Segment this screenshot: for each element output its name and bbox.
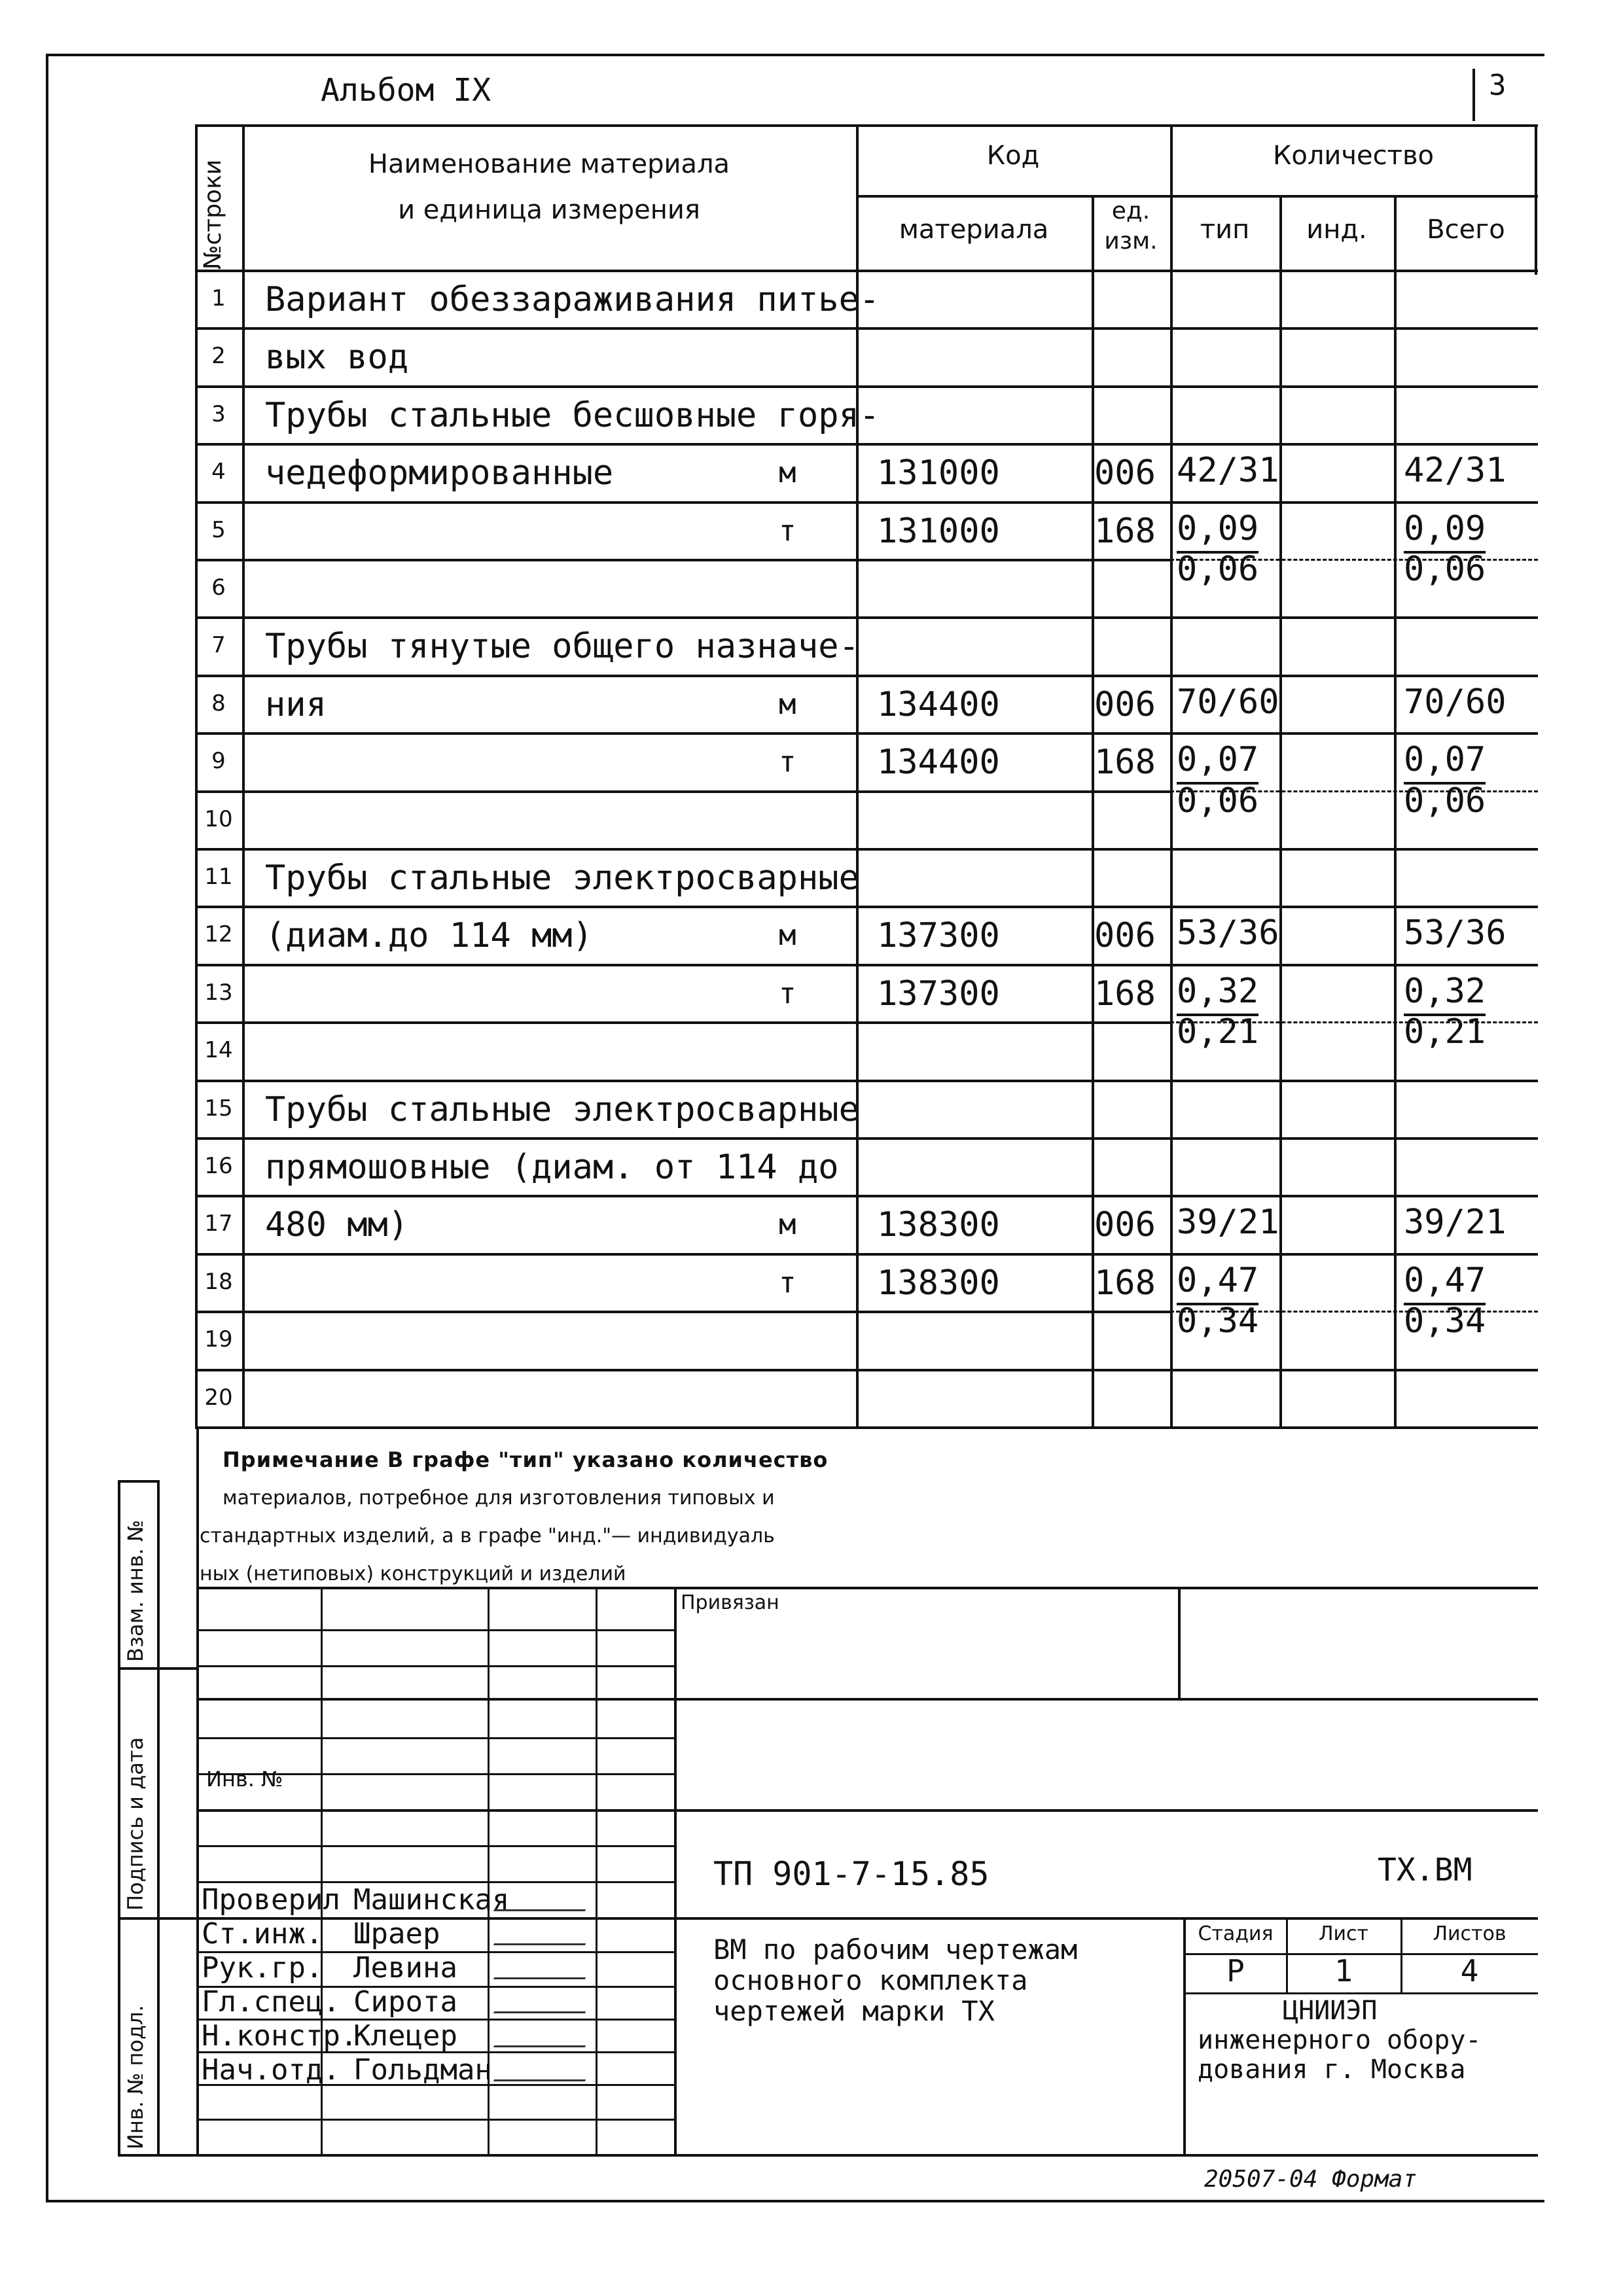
quantity-type-value: 0,21 xyxy=(1177,1012,1259,1052)
quantity-type-value: 0,47 xyxy=(1177,1261,1258,1305)
row-number: 12 xyxy=(204,921,233,948)
material-code: 134400 xyxy=(877,684,1000,724)
quantity-type-value: 0,06 xyxy=(1177,781,1259,821)
sheet-title-line-1: ВМ по рабочим чертежам xyxy=(713,1934,1078,1966)
row-number: 19 xyxy=(204,1326,233,1353)
note-line-4: ных (нетиповых) конструкций и изделий xyxy=(200,1563,626,1585)
quantity-type-value: 53/36 xyxy=(1177,913,1279,953)
quantity-total-value: 70/60 xyxy=(1404,682,1507,722)
material-name: Трубы стальные электросварные xyxy=(265,858,859,898)
organization-line-3: дования г. Москва xyxy=(1198,2055,1466,2085)
signer-name: Гольдман xyxy=(353,2053,492,2087)
material-name: Трубы стальные бесшовные горя- xyxy=(265,395,880,435)
stage-label: Стадия xyxy=(1198,1922,1274,1945)
signer-name: Машинская xyxy=(353,1883,510,1916)
row-number: 18 xyxy=(204,1268,233,1295)
code-material-header: материала xyxy=(899,215,1049,245)
quantity-total-value: 0,32 xyxy=(1404,972,1486,1016)
unit-code: 006 xyxy=(1094,1205,1156,1245)
unit-code: 168 xyxy=(1094,511,1156,551)
vzam-inv-label: Взам. инв. № xyxy=(123,1519,148,1662)
frame-bottom-border xyxy=(46,2200,1544,2202)
frame-left-border xyxy=(46,54,48,2200)
quantity-total-value: 42/31 xyxy=(1404,451,1507,491)
sheet-title-line-2: основного комплекта xyxy=(713,1964,1028,1996)
row-number: 11 xyxy=(204,864,233,890)
material-unit: т xyxy=(779,514,796,548)
material-code: 137300 xyxy=(877,974,1000,1014)
album-title: Альбом IX xyxy=(321,72,491,109)
material-name: Трубы тянутые общего назначе- xyxy=(265,627,859,667)
row-number: 6 xyxy=(211,574,226,601)
material-code: 137300 xyxy=(877,916,1000,956)
note-line-3: стандартных изделий, а в графе "инд."— индивидуаль xyxy=(200,1525,775,1547)
material-unit: м xyxy=(779,919,796,953)
sheet-title-line-3: чертежей марки ТХ xyxy=(713,1995,995,2027)
signer-role: Нач.отд. xyxy=(202,2053,340,2087)
code-header: Код xyxy=(986,141,1040,171)
quantity-type-value: 39/21 xyxy=(1177,1203,1279,1243)
quantity-type-value: 0,09 xyxy=(1177,509,1258,554)
row-number: 2 xyxy=(211,343,226,370)
document-mark: ТХ.ВМ xyxy=(1378,1852,1472,1888)
sheet-label: Лист xyxy=(1318,1922,1369,1945)
signature-mark xyxy=(493,2026,593,2047)
code-unit-header-line2: изм. xyxy=(1104,228,1158,255)
material-code: 131000 xyxy=(877,453,1000,493)
sheet-value: 1 xyxy=(1334,1953,1353,1988)
quantity-type-value: 42/31 xyxy=(1177,451,1279,491)
quantity-total-value: 0,34 xyxy=(1404,1301,1486,1341)
signer-name: Сирота xyxy=(353,1985,457,2019)
signer-role: Рук.гр. xyxy=(202,1951,323,1985)
material-name: ния xyxy=(265,684,327,724)
signature-mark xyxy=(493,1992,593,2013)
signer-name: Левина xyxy=(353,1951,457,1985)
row-number: 20 xyxy=(204,1384,233,1411)
row-number: 13 xyxy=(204,979,233,1006)
material-unit: т xyxy=(779,976,796,1010)
signer-role: Ст.инж. xyxy=(202,1917,323,1951)
quantity-total-value: 0,09 xyxy=(1404,509,1486,554)
row-number: 10 xyxy=(204,805,233,832)
row-number: 3 xyxy=(211,400,226,427)
row-number: 16 xyxy=(204,1153,233,1179)
quantity-total-value: 0,21 xyxy=(1404,1012,1486,1052)
inv-original-label: Инв. № подл. xyxy=(123,2005,148,2149)
material-name: чедеформированные xyxy=(265,453,614,493)
format-label: 20507-04 Формат xyxy=(1204,2166,1418,2193)
material-name: Трубы стальные электросварные xyxy=(265,1089,859,1129)
signer-role: Н.констр. xyxy=(202,2019,358,2053)
quantity-type-value: 0,32 xyxy=(1177,972,1258,1016)
quantity-total-value: 0,07 xyxy=(1404,740,1486,785)
signer-role: Проверил xyxy=(202,1883,340,1916)
unit-code: 168 xyxy=(1094,974,1156,1014)
quantity-type-header: тип xyxy=(1200,215,1250,245)
material-name: (диам.до 114 мм) xyxy=(265,916,593,956)
material-code: 134400 xyxy=(877,743,1000,783)
document-code: ТП 901-7-15.85 xyxy=(713,1855,990,1893)
signer-name: Шраер xyxy=(353,1917,440,1951)
material-unit: т xyxy=(779,1265,796,1299)
material-name: прямошовные (диам. от 114 до xyxy=(265,1148,839,1187)
name-header: Наименование материала xyxy=(368,149,730,179)
material-code: 138300 xyxy=(877,1205,1000,1245)
material-code: 138300 xyxy=(877,1263,1000,1303)
name-header-line2: и единица измерения xyxy=(398,195,700,225)
material-name: Вариант обеззараживания питье- xyxy=(265,280,880,319)
sheet-number: 3 xyxy=(1489,69,1507,102)
row-number: 1 xyxy=(211,285,226,311)
quantity-total-value: 39/21 xyxy=(1404,1203,1507,1243)
quantity-type-value: 0,07 xyxy=(1177,740,1258,785)
material-unit: т xyxy=(779,745,796,779)
signer-role: Гл.спец. xyxy=(202,1985,340,2019)
privyazan-label: Привязан xyxy=(681,1591,779,1614)
signer-name: Клецер xyxy=(353,2019,457,2053)
quantity-header: Количество xyxy=(1272,141,1434,171)
row-number: 8 xyxy=(211,690,226,716)
signature-mark xyxy=(493,1958,593,1979)
material-unit: м xyxy=(779,456,796,490)
quantity-total-header: Всего xyxy=(1427,215,1505,245)
quantity-type-value: 0,06 xyxy=(1177,550,1259,589)
row-number: 17 xyxy=(204,1210,233,1237)
material-unit: м xyxy=(779,1208,796,1242)
quantity-ind-header: инд. xyxy=(1306,215,1367,245)
quantity-total-value: 53/36 xyxy=(1404,913,1507,953)
inv-no-label: Инв. № xyxy=(206,1767,283,1792)
row-number: 7 xyxy=(211,632,226,659)
unit-code: 006 xyxy=(1094,916,1156,956)
organization-line-2: инженерного обору- xyxy=(1198,2025,1482,2055)
unit-code: 006 xyxy=(1094,684,1156,724)
row-number: 9 xyxy=(211,748,226,775)
row-number: 5 xyxy=(211,516,226,543)
quantity-type-value: 70/60 xyxy=(1177,682,1279,722)
row-number-header: №строки xyxy=(200,159,226,270)
signature-mark xyxy=(493,2060,593,2081)
quantity-total-value: 0,06 xyxy=(1404,550,1486,589)
code-unit-header: ед. xyxy=(1111,198,1150,224)
material-code: 131000 xyxy=(877,511,1000,551)
row-number: 14 xyxy=(204,1037,233,1064)
row-number: 4 xyxy=(211,459,226,486)
row-number: 15 xyxy=(204,1095,233,1122)
sheets-value: 4 xyxy=(1460,1953,1479,1988)
organization-line-1: ЦНИИЭП xyxy=(1283,1996,1378,2026)
note-line-1: Примечание В графе "тип" указано количество xyxy=(223,1447,829,1472)
quantity-total-value: 0,06 xyxy=(1404,781,1486,821)
unit-code: 168 xyxy=(1094,743,1156,783)
material-name: вых вод xyxy=(265,338,409,378)
sheets-label: Листов xyxy=(1433,1922,1507,1945)
note-line-2: материалов, потребное для изготовления типовых и xyxy=(223,1487,775,1510)
quantity-type-value: 0,34 xyxy=(1177,1301,1259,1341)
material-name: 480 мм) xyxy=(265,1205,409,1245)
unit-code: 168 xyxy=(1094,1263,1156,1303)
quantity-total-value: 0,47 xyxy=(1404,1261,1486,1305)
signature-date-label: Подпись и дата xyxy=(123,1737,148,1911)
material-unit: м xyxy=(779,687,796,721)
signature-mark xyxy=(493,1890,593,1911)
stage-value: Р xyxy=(1226,1953,1245,1988)
signature-mark xyxy=(493,1924,593,1945)
unit-code: 006 xyxy=(1094,453,1156,493)
